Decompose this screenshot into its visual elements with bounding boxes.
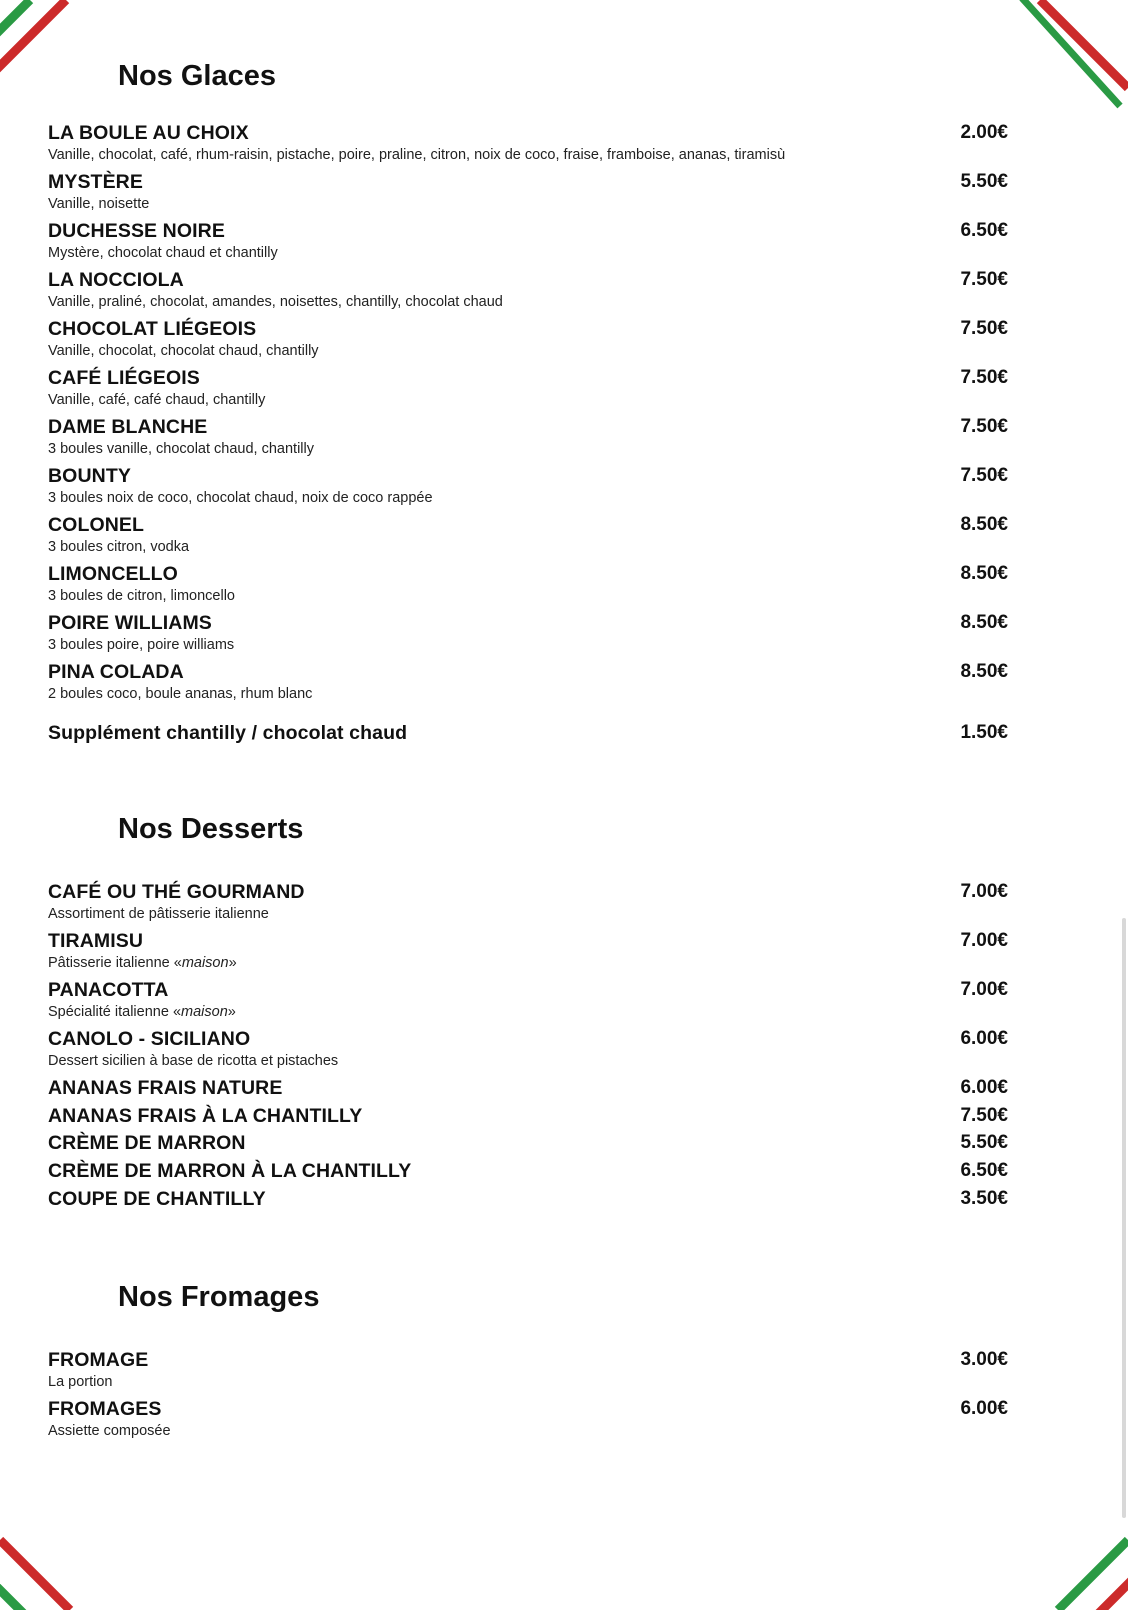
item-description: 3 boules noix de coco, chocolat chaud, noix de coco rappée xyxy=(48,490,433,506)
menu-item xyxy=(48,928,1008,973)
item-price: 7.00€ xyxy=(960,930,1008,951)
item-name: DUCHESSE NOIRE xyxy=(48,220,225,242)
desc-emphasis: maison xyxy=(181,1004,228,1020)
item-price: 3.00€ xyxy=(960,1349,1008,1370)
item-price: 8.50€ xyxy=(960,612,1008,633)
item-name: Supplément chantilly / chocolat chaud xyxy=(48,722,408,744)
item-description: 3 boules poire, poire williams xyxy=(48,637,235,653)
item-name: COUPE DE CHANTILLY xyxy=(48,1188,266,1210)
section-title-desserts: Nos Desserts xyxy=(118,813,304,845)
item-description: Assiette composée xyxy=(48,1423,171,1439)
menu-item xyxy=(48,365,1008,410)
supplement-item xyxy=(48,720,1008,746)
item-name: COLONEL xyxy=(48,514,145,536)
item-name: ANANAS FRAIS NATURE xyxy=(48,1077,283,1099)
menu-item xyxy=(48,1186,1008,1212)
menu-item xyxy=(48,218,1008,263)
item-description: Vanille, noisette xyxy=(48,196,150,212)
item-name: POIRE WILLIAMS xyxy=(48,612,212,634)
item-name: LA NOCCIOLA xyxy=(48,269,184,291)
item-price: 6.50€ xyxy=(960,220,1008,241)
item-price: 3.50€ xyxy=(960,1188,1008,1209)
item-price: 6.00€ xyxy=(960,1077,1008,1098)
menu-item xyxy=(48,512,1008,557)
item-name: CAFÉ OU THÉ GOURMAND xyxy=(48,881,305,903)
item-name: CHOCOLAT LIÉGEOIS xyxy=(48,318,257,340)
item-price: 6.50€ xyxy=(960,1160,1008,1181)
menu-item xyxy=(48,1075,1008,1101)
item-name: FROMAGES xyxy=(48,1398,162,1420)
item-price: 7.50€ xyxy=(960,416,1008,437)
menu-item xyxy=(48,1158,1008,1184)
item-description xyxy=(48,1003,1008,1022)
menu-item xyxy=(48,977,1008,1022)
item-name: PINA COLADA xyxy=(48,661,184,683)
item-name: LIMONCELLO xyxy=(48,563,178,585)
item-price: 6.00€ xyxy=(960,1028,1008,1049)
item-name: ANANAS FRAIS À LA CHANTILLY xyxy=(48,1105,363,1127)
item-name: CANOLO - SICILIANO xyxy=(48,1028,251,1050)
item-name: FROMAGE xyxy=(48,1349,149,1371)
flag-corner-top-right xyxy=(1022,0,1128,106)
item-name: PANACOTTA xyxy=(48,979,169,1001)
item-price: 7.50€ xyxy=(960,1105,1008,1126)
item-description: 3 boules citron, vodka xyxy=(48,539,190,555)
item-description xyxy=(48,954,1008,973)
item-name: DAME BLANCHE xyxy=(48,416,208,438)
item-description: Vanille, chocolat, chocolat chaud, chantilly xyxy=(48,343,319,359)
item-price: 6.00€ xyxy=(960,1398,1008,1419)
desc-suffix: » xyxy=(227,1004,236,1020)
scrollbar[interactable] xyxy=(1122,918,1126,1518)
menu-item xyxy=(48,610,1008,655)
desc-emphasis: maison xyxy=(181,955,229,971)
item-description: Assortiment de pâtisserie italienne xyxy=(48,906,269,922)
menu-item xyxy=(48,1103,1008,1129)
item-description: 2 boules coco, boule ananas, rhum blanc xyxy=(48,686,313,702)
flag-corner-top-left xyxy=(0,0,84,94)
menu-item xyxy=(48,267,1008,312)
flag-corner-bottom-right xyxy=(1058,1540,1128,1610)
section-title-glaces: Nos Glaces xyxy=(118,60,276,92)
item-name: CRÈME DE MARRON À LA CHANTILLY xyxy=(48,1160,412,1182)
item-description: Vanille, praliné, chocolat, amandes, noisettes, chantilly, chocolat chaud xyxy=(48,294,503,310)
item-name: CAFÉ LIÉGEOIS xyxy=(48,367,200,389)
menu-item xyxy=(48,1347,1008,1392)
item-name: TIRAMISU xyxy=(48,930,144,952)
menu-item xyxy=(48,463,1008,508)
item-price: 7.50€ xyxy=(960,367,1008,388)
item-price: 5.50€ xyxy=(960,171,1008,192)
menu-item xyxy=(48,120,1008,165)
item-description: 3 boules vanille, chocolat chaud, chantilly xyxy=(48,441,314,457)
item-description: 3 boules de citron, limoncello xyxy=(48,588,235,604)
item-description: Vanille, café, café chaud, chantilly xyxy=(48,392,266,408)
item-name: LA BOULE AU CHOIX xyxy=(48,122,249,144)
item-name: BOUNTY xyxy=(48,465,131,487)
menu-item xyxy=(48,414,1008,459)
item-price: 1.50€ xyxy=(960,722,1008,743)
menu-item xyxy=(48,1396,1008,1441)
flag-corner-bottom-left xyxy=(0,1540,70,1610)
desc-prefix: Pâtisserie italienne « xyxy=(48,955,182,971)
item-price: 7.50€ xyxy=(960,269,1008,290)
item-price: 2.00€ xyxy=(960,122,1008,143)
section-title-fromages: Nos Fromages xyxy=(118,1281,320,1313)
menu-item xyxy=(48,316,1008,361)
item-description: Mystère, chocolat chaud et chantilly xyxy=(48,245,278,261)
item-name: CRÈME DE MARRON xyxy=(48,1132,246,1154)
menu-item xyxy=(48,169,1008,214)
item-price: 5.50€ xyxy=(960,1132,1008,1153)
item-price: 7.50€ xyxy=(960,318,1008,339)
item-description: Dessert sicilien à base de ricotta et pistaches xyxy=(48,1053,339,1069)
desc-prefix: Spécialité italienne « xyxy=(48,1004,182,1020)
item-name: MYSTÈRE xyxy=(48,171,143,193)
item-description: La portion xyxy=(48,1374,113,1390)
item-price: 8.50€ xyxy=(960,514,1008,535)
menu-item xyxy=(48,879,1008,924)
item-price: 7.50€ xyxy=(960,465,1008,486)
item-price: 8.50€ xyxy=(960,563,1008,584)
item-price: 8.50€ xyxy=(960,661,1008,682)
menu-item xyxy=(48,1130,1008,1156)
menu-item xyxy=(48,561,1008,606)
item-description: Vanille, chocolat, café, rhum-raisin, pistache, poire, praline, citron, noix de coco, fraise, framboise, ananas, tiramisù xyxy=(48,147,786,163)
menu-item xyxy=(48,659,1008,704)
item-price: 7.00€ xyxy=(960,881,1008,902)
item-price: 7.00€ xyxy=(960,979,1008,1000)
menu-item xyxy=(48,1026,1008,1071)
desc-suffix: » xyxy=(228,955,237,971)
